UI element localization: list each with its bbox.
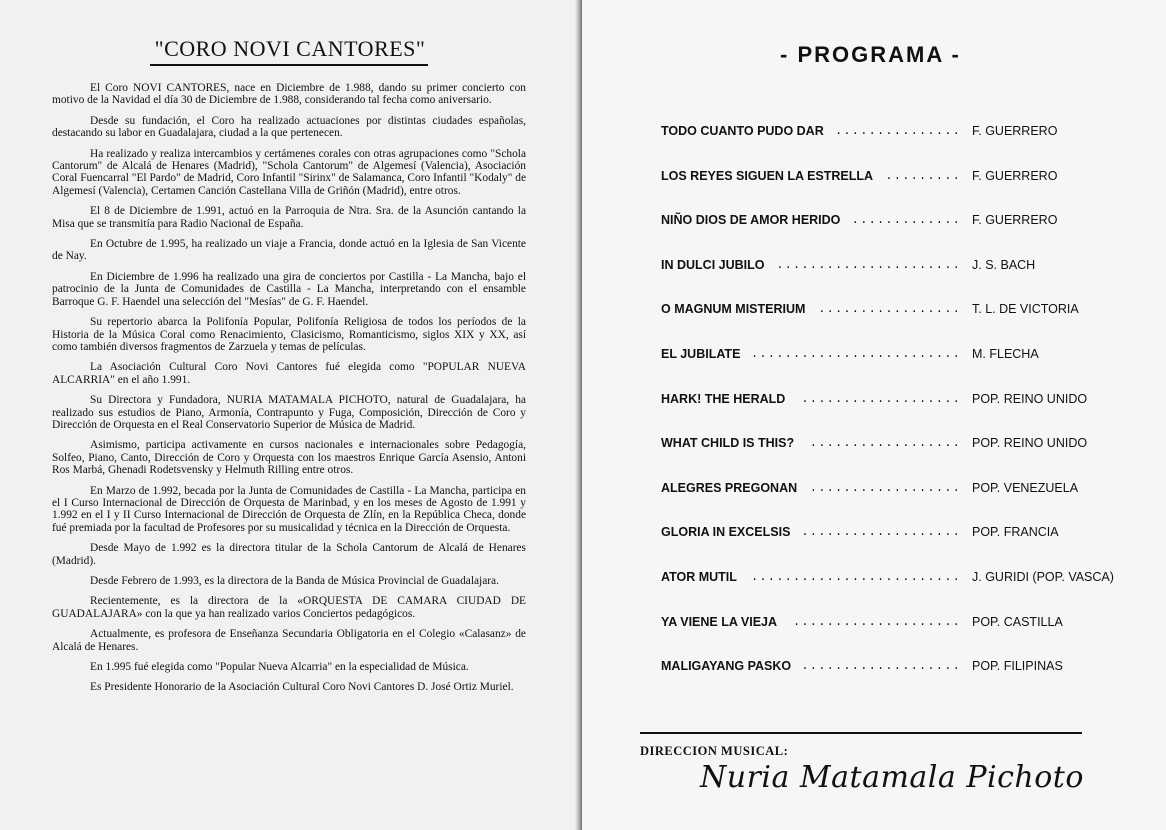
- history-paragraph: Ha realizado y realiza intercambios y certámenes corales con otras agrupaciones como "Schola Cantorum" de Alcalá de Henares (Madrid), "Schola Cantorum" de Algemesí (Valencia), Asociación Coral Fuencarral "El Pardo" de Madrid, Coro Infantil "Sirinx" de Salamanca, Coro Infantil "Kodaly" de Algemesí (Valencia), Certamen Canción Castellana Villa de Griñón (Madrid), entre otros.: [52, 147, 526, 197]
- history-paragraph: En Octubre de 1.995, ha realizado un viaje a Francia, donde actuó en la Iglesia de San Vicente de Nay.: [52, 238, 526, 263]
- dot-leader: ...................: [801, 525, 962, 540]
- left-page: [0, 0, 580, 830]
- history-paragraph: Asimismo, participa activamente en cursos nacionales e internacionales sobre Pedagogía, Solfeo, Piano, Canto, Dirección de Coro y Orquesta con los maestros Enrique García Asensio, Antoni Ros Marbá, Ghenadi Rodetsvensky y Helmuth Rilling entre otros.: [52, 439, 526, 477]
- piece-title: ALEGRES PREGONAN: [661, 480, 798, 495]
- program-item: [661, 347, 1131, 365]
- dot-leader: ..................: [809, 436, 962, 451]
- history-paragraph: Su repertorio abarca la Polifonía Popular, Polifonía Religiosa de todos los períodos de la Historia de la Música Coral como Renacimiento, Clasicismo, Romanticismo, siglos XIX y XX, así como también diversos fragmentos de Zarzuela y temas de películas.: [52, 316, 526, 353]
- history-paragraph: En 1.995 fué elegida como "Popular Nueva Alcarria" en la especialidad de Música.: [90, 661, 469, 674]
- dot-leader: ..................: [809, 480, 962, 495]
- direction-label: DIRECCION MUSICAL:: [640, 744, 789, 758]
- dot-leader: ....................: [793, 614, 962, 629]
- composer-name: M. FLECHA: [972, 347, 1039, 361]
- composer-name: POP. REINO UNIDO: [972, 391, 1088, 406]
- history-paragraph: Desde su fundación, el Coro ha realizado actuaciones por distintas ciudades españolas, destacando su labor en Guadalajara, ciudad a la que pertenecen.: [52, 114, 526, 140]
- composer-name: J. GURIDI (POP. VASCA): [972, 570, 1114, 584]
- piece-title: HARK! THE HERALD: [661, 391, 786, 406]
- composer-name: POP. CASTILLA: [972, 614, 1063, 629]
- director-divider: [640, 732, 1082, 734]
- piece-title: ATOR MUTIL: [661, 570, 737, 584]
- piece-title: WHAT CHILD IS THIS?: [661, 436, 795, 451]
- composer-name: POP. VENEZUELA: [972, 480, 1079, 495]
- history-paragraph: Su Directora y Fundadora, NURIA MATAMALA PICHOTO, natural de Guadalajara, ha realizado sus estudios de Piano, Armonía, Contrapunto y Fuga, Composición, Dirección de Coro y Dirección de Orquesta en el Real Conservatorio Superior de Música de Madrid.: [52, 394, 526, 431]
- piece-title: O MAGNUM MISTERIUM: [661, 302, 806, 317]
- composer-name: F. GUERRERO: [972, 124, 1058, 138]
- history-paragraph: Desde Mayo de 1.992 es la directora titular de la Schola Cantorum de Alcalá de Henares (Madrid).: [52, 542, 526, 567]
- history-paragraph: Desde Febrero de 1.993, es la directora de la Banda de Música Provincial de Guadalajara.: [90, 575, 499, 587]
- dot-leader: ...................: [801, 391, 962, 406]
- program-item: [661, 615, 1131, 633]
- composer-name: POP. REINO UNIDO: [972, 436, 1088, 451]
- dot-leader: .................: [818, 302, 962, 317]
- program-item: [661, 302, 1131, 320]
- dot-leader: ......................: [776, 257, 962, 272]
- piece-title: MALIGAYANG PASKO: [661, 659, 792, 674]
- history-paragraph: Actualmente, es profesora de Enseñanza Secundaria Obligatoria en el Colegio «Calasanz» de Alcalá de Henares.: [52, 628, 526, 653]
- choir-history-text: [52, 82, 526, 702]
- composer-name: POP. FILIPINAS: [972, 659, 1063, 674]
- title-underline: [150, 64, 428, 66]
- composer-name: F. GUERRERO: [972, 213, 1058, 228]
- program-title: - PROGRAMA -: [780, 42, 961, 67]
- dot-leader: .........................: [751, 570, 962, 584]
- dot-leader: .........: [885, 168, 962, 183]
- choir-title: "CORO NOVI CANTORES": [154, 36, 426, 61]
- composer-name: J. S. BACH: [972, 257, 1036, 272]
- piece-title: GLORIA IN EXCELSIS: [661, 525, 791, 540]
- program-item: [661, 436, 1131, 454]
- history-paragraph: En Diciembre de 1.996 ha realizado una gira de conciertos por Castilla - La Mancha, bajo el patrocinio de la Junta de Comunidades de Castilla - La Mancha, interpretando con el ensamble Barroque G. F. Haendel una selección del "Mesías" de G. F. Haendel.: [52, 270, 526, 308]
- history-paragraph: Es Presidente Honorario de la Asociación Cultural Coro Novi Cantores D. José Ortiz Muriel.: [90, 681, 514, 694]
- history-paragraph: Recientemente, es la directora de la «ORQUESTA DE CAMARA CIUDAD DE GUADALAJARA» con la que ya han realizado varios Conciertos pedagógicos.: [52, 595, 526, 620]
- program-item: [661, 525, 1131, 543]
- composer-name: T. L. DE VICTORIA: [972, 302, 1079, 317]
- piece-title: IN DULCI JUBILO: [661, 257, 765, 272]
- program-item: [661, 124, 1131, 142]
- history-paragraph: En Marzo de 1.992, becada por la Junta de Comunidades de Castilla - La Mancha, participa en el I Curso Internacional de Dirección de Orquesta de Marinbad, y en los meses de Agosto de 1.991 y 1.992 en el I y II Curso Internacional de Dirección de Orquesta de Zlín, en la República Checa, donde fué premiada por la facultad de Profesores por su musicalidad y técnica en la Dirección de Orquesta.: [52, 484, 526, 534]
- piece-title: EL JUBILATE: [661, 347, 741, 361]
- history-paragraph: El 8 de Diciembre de 1.991, actuó en la Parroquia de Ntra. Sra. de la Asunción cantando la Misa que se transmitía para Radio Nacional de España.: [52, 205, 526, 230]
- dot-leader: .............: [851, 213, 962, 228]
- program-item: [661, 392, 1131, 410]
- director-signature: Nuria Matamala Pichoto: [700, 760, 1084, 795]
- program-item: [661, 258, 1131, 276]
- piece-title: TODO CUANTO PUDO DAR: [661, 124, 824, 138]
- piece-title: YA VIENE LA VIEJA: [661, 614, 778, 629]
- history-paragraph: El Coro NOVI CANTORES, nace en Diciembre de 1.988, dando su primer concierto con motivo de la Navidad el día 30 de Diciembre de 1.988, considerando tal fecha como aniversario.: [52, 82, 526, 107]
- dot-leader: ...................: [801, 659, 962, 674]
- piece-title: LOS REYES SIGUEN LA ESTRELLA: [661, 168, 874, 183]
- piece-title: NIÑO DIOS DE AMOR HERIDO: [661, 213, 841, 228]
- program-item: [661, 481, 1131, 499]
- dot-leader: .........................: [751, 347, 962, 361]
- history-paragraph: La Asociación Cultural Coro Novi Cantores fué elegida como "POPULAR NUEVA ALCARRIA" en el año 1.991.: [52, 361, 526, 386]
- composer-name: POP. FRANCIA: [972, 525, 1059, 540]
- program-item: [661, 169, 1131, 187]
- dot-leader: ...............: [835, 124, 962, 138]
- composer-name: F. GUERRERO: [972, 168, 1058, 183]
- program-item: [661, 659, 1131, 677]
- program-item: [661, 213, 1131, 231]
- program-item: [661, 570, 1131, 588]
